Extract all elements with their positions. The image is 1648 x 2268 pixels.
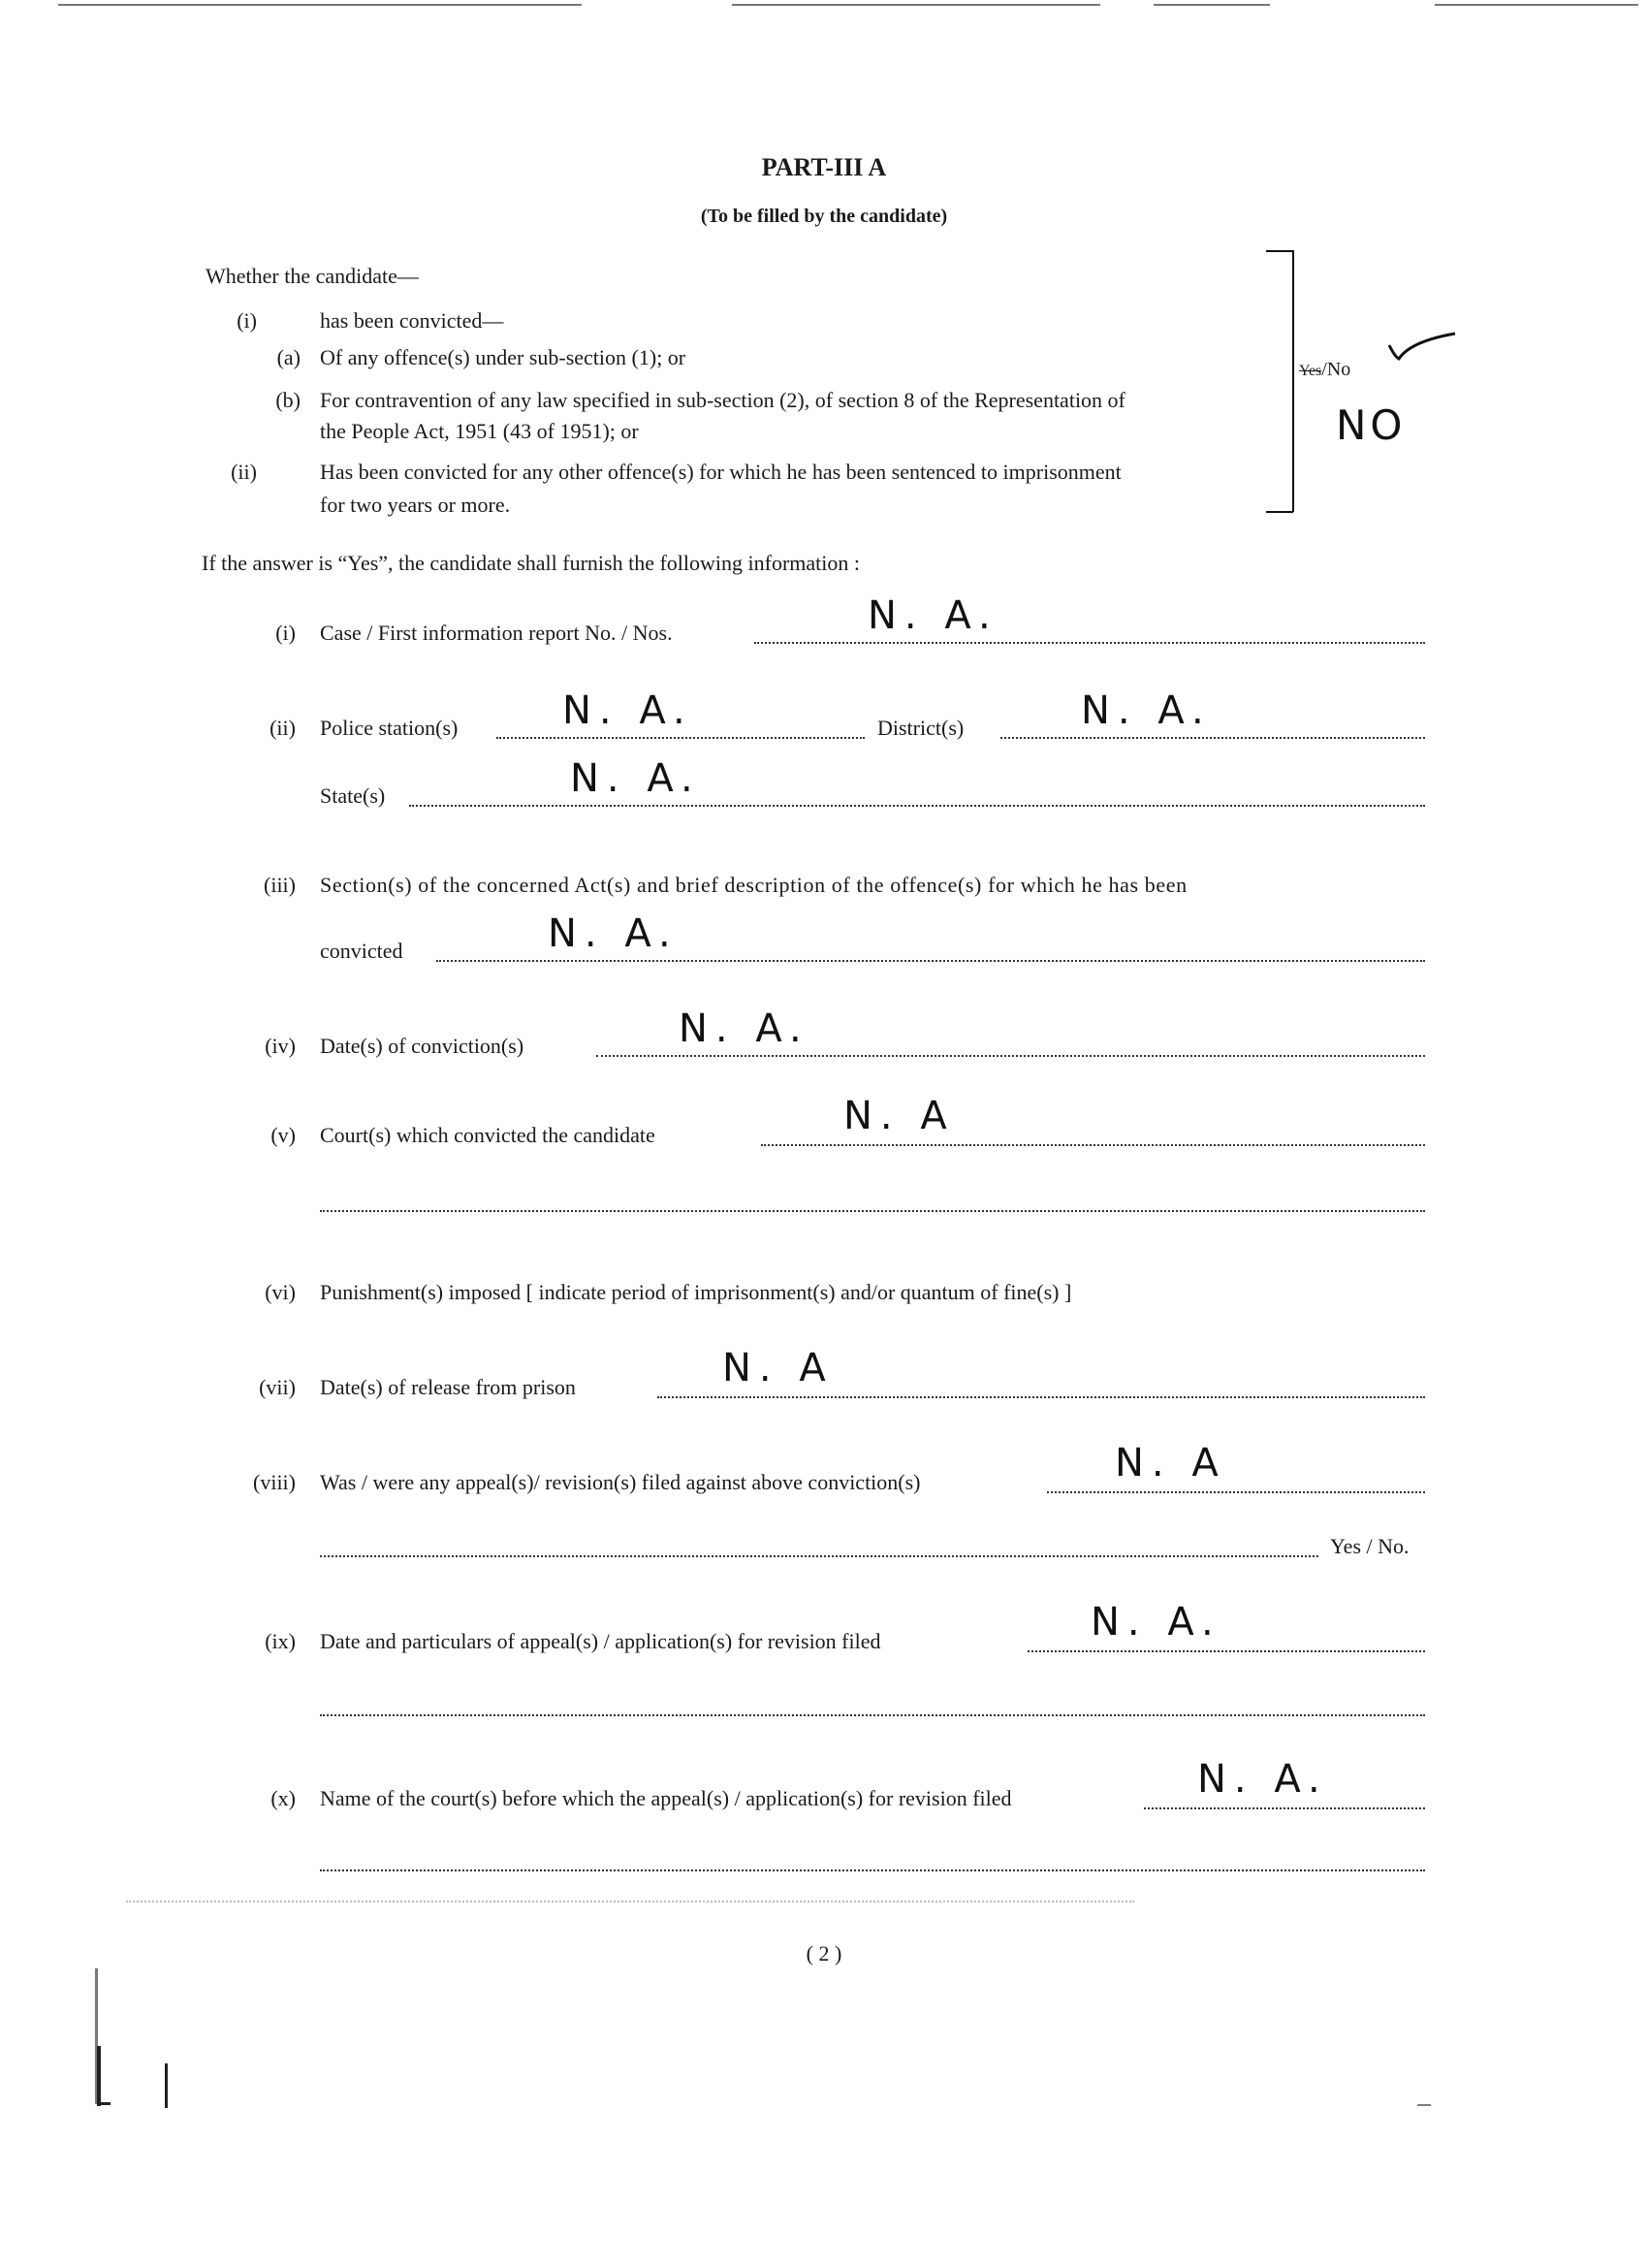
field-label: Name of the court(s) before which the appeal(s) / application(s) for revision filed	[320, 1786, 1012, 1810]
question-item-text: the People Act, 1951 (43 of 1951); or	[320, 419, 639, 443]
field-label: Date(s) of conviction(s)	[320, 1034, 524, 1058]
item-number: (i)	[237, 308, 257, 333]
field-number: (ix)	[265, 1629, 296, 1653]
field-number: (vii)	[259, 1375, 296, 1399]
scan-line	[58, 4, 582, 6]
field-label: Police station(s)	[320, 716, 459, 740]
field-dotted-line	[320, 1210, 1425, 1212]
field-dotted-line	[1000, 737, 1425, 739]
field-label: Case / First information report No. / Nos.	[320, 621, 673, 645]
question-intro: Whether the candidate—	[206, 264, 419, 288]
instruction-text: If the answer is “Yes”, the candidate shall furnish the following information :	[202, 551, 860, 575]
question-item-text: For contravention of any law specified in sub-section (2), of section 8 of the Representation of	[320, 388, 1125, 412]
answer-options	[1299, 359, 1350, 381]
struck-yes-option: Yes	[1299, 363, 1322, 379]
question-item-text: Has been convicted for any other offence(s) for which he has been sentenced to imprisonment	[320, 460, 1122, 484]
field-dotted-line	[320, 1714, 1425, 1716]
field-number: (vi)	[265, 1280, 296, 1304]
page-subtitle: (To be filled by the candidate)	[700, 206, 948, 227]
field-label: Was / were any appeal(s)/ revision(s) filed against above conviction(s)	[320, 1470, 921, 1494]
field-label: State(s)	[320, 783, 386, 808]
scan-artifact	[97, 2046, 101, 2106]
field-dotted-line	[761, 1144, 1425, 1146]
field-dotted-line	[496, 737, 865, 739]
field-label: Punishment(s) imposed [ indicate period of imprisonment(s) and/or quantum of fine(s) ]	[320, 1280, 1072, 1304]
no-option: /No	[1321, 359, 1351, 380]
field-label: District(s)	[877, 716, 965, 740]
field-label: Date(s) of release from prison	[320, 1375, 576, 1399]
field-number: (iii)	[264, 873, 296, 897]
field-value: N. A.	[1197, 1757, 1328, 1802]
bracket	[1266, 250, 1293, 252]
field-label: Section(s) of the concerned Act(s) and brief description of the offence(s) for which he has been	[320, 873, 1188, 897]
field-number: (v)	[270, 1123, 296, 1147]
item-number: (ii)	[231, 460, 257, 484]
scan-line	[1154, 4, 1270, 6]
scan-artifact	[1417, 2104, 1431, 2106]
field-dotted-line	[596, 1055, 1425, 1057]
field-dotted-line	[657, 1396, 1425, 1398]
yes-no-suffix: Yes / No.	[1330, 1534, 1410, 1558]
field-number: (iv)	[265, 1034, 296, 1058]
field-dotted-line	[1144, 1807, 1425, 1809]
field-dotted-line	[409, 805, 1425, 807]
field-number: (ii)	[269, 716, 296, 740]
field-label: Court(s) which convicted the candidate	[320, 1123, 655, 1147]
field-value: N. A.	[562, 688, 693, 733]
scan-artifact	[97, 2102, 111, 2105]
handwritten-answer: NO	[1336, 401, 1407, 449]
scan-artifact	[165, 2063, 168, 2108]
page-number: ( 2 )	[806, 1941, 842, 1965]
field-dotted-line	[436, 960, 1425, 962]
field-value: N. A.	[679, 1006, 809, 1051]
field-dotted-line	[754, 642, 1425, 644]
bracket	[1266, 511, 1293, 513]
question-item-text: for two years or more.	[320, 493, 511, 517]
question-item-text: has been convicted—	[320, 308, 504, 333]
field-value: N. A.	[1091, 1600, 1221, 1645]
tick-mark-icon	[1381, 328, 1459, 367]
scan-line	[732, 4, 1100, 6]
page-title: PART-III A	[761, 153, 887, 181]
field-number: (x)	[270, 1786, 296, 1810]
item-number: (a)	[276, 345, 301, 369]
item-number: (b)	[275, 388, 301, 412]
bracket	[1292, 250, 1294, 512]
field-value: N. A	[1115, 1441, 1226, 1485]
field-label: convicted	[320, 939, 403, 963]
field-value: N. A	[722, 1346, 834, 1390]
field-number: (i)	[275, 621, 296, 645]
field-dotted-line	[1028, 1650, 1425, 1652]
scan-artifact	[126, 1901, 1134, 1902]
field-value: N. A.	[548, 911, 679, 956]
field-value: N. A.	[1081, 688, 1212, 733]
field-value: N. A.	[570, 756, 701, 801]
field-value: N. A.	[868, 593, 998, 638]
field-number: (viii)	[253, 1470, 296, 1494]
field-dotted-line	[1047, 1491, 1425, 1493]
field-label: Date and particulars of appeal(s) / application(s) for revision filed	[320, 1629, 881, 1653]
field-value: N. A	[843, 1094, 955, 1138]
scan-line	[1435, 4, 1638, 6]
question-item-text: Of any offence(s) under sub-section (1); or	[320, 345, 686, 369]
field-dotted-line	[320, 1555, 1318, 1557]
field-dotted-line	[320, 1869, 1425, 1871]
